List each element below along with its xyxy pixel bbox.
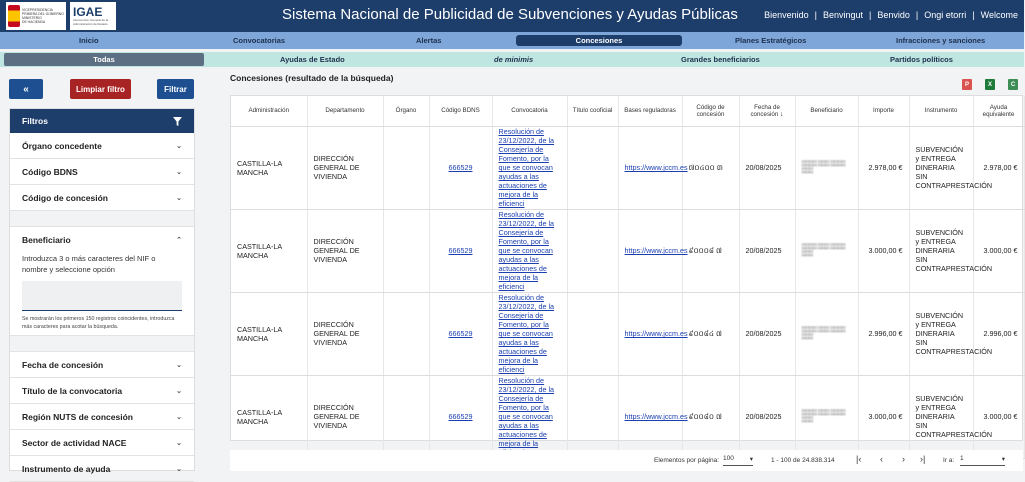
paginator <box>230 450 1023 471</box>
chevron-down-icon: ⌄ <box>176 413 182 421</box>
filter-label: Región NUTS de concesión <box>22 411 133 422</box>
excel-icon[interactable]: X <box>985 79 995 90</box>
cell-codigo-concesion: ៩០០៨០ ៧ <box>682 375 739 458</box>
filters-panel <box>9 108 195 474</box>
nav-convocatorias[interactable]: Convocatorias <box>233 36 286 45</box>
main-nav <box>0 32 1024 49</box>
filter-label: Beneficiario <box>22 235 71 245</box>
chevron-down-icon: ⌄ <box>176 142 182 150</box>
chevron-up-icon: ⌃ <box>176 237 182 244</box>
cell-departamento: DIRECCIÓN GENERAL DE VIVIENDA <box>307 375 383 458</box>
igae-logo[interactable] <box>70 2 116 30</box>
col-header[interactable]: Administración <box>231 96 307 126</box>
col-header[interactable]: Código BDNS <box>429 96 492 126</box>
clear-filter-button[interactable]: Limpiar filtro <box>70 79 131 99</box>
chevron-down-icon: ⌄ <box>176 361 182 369</box>
chevron-down-icon: ⌄ <box>176 168 182 176</box>
cell-titulo-cooficial <box>567 126 618 209</box>
lang-gl[interactable]: Benvido <box>877 10 910 20</box>
filter-label: Código de concesión <box>22 192 108 203</box>
collapse-panel-button[interactable]: « <box>9 79 43 99</box>
col-header[interactable]: Instrumento <box>909 96 973 126</box>
cell-beneficiario: ▒▒▒▒ ▒▒▒ ▒▒▒▒ ▒▒▒ <box>795 292 858 375</box>
col-header[interactable]: Título cooficial <box>567 96 618 126</box>
cell-importe: 2.978,00 € <box>858 126 909 209</box>
filter-label: Código BDNS <box>22 166 78 177</box>
page-value: 1 <box>960 455 964 462</box>
lang-ca[interactable]: Benvingut <box>823 10 864 20</box>
export-toolbar <box>962 79 1018 90</box>
cell-departamento: DIRECCIÓN GENERAL DE VIVIENDA <box>307 126 383 209</box>
lang-es[interactable]: Bienvenido <box>764 10 809 20</box>
cell-codigo-concesion: ៩០០៨៤ ៧ <box>682 292 739 375</box>
csv-icon[interactable]: C <box>1008 79 1018 90</box>
caret-down-icon: ▾ <box>1001 456 1005 463</box>
cell-codigo-bdns[interactable]: 666529 <box>429 126 492 209</box>
cell-administracion: CASTILLA-LA MANCHA <box>231 375 307 458</box>
nav-planes-estrategicos[interactable]: Planes Estratégicos <box>735 36 807 45</box>
cell-beneficiario: ▒▒▒▒ ▒▒▒ ▒▒▒▒ ▒▒▒ <box>795 126 858 209</box>
cell-importe: 2.996,00 € <box>858 292 909 375</box>
cell-bases-reguladoras[interactable]: https://www.jccm.es <box>618 209 682 292</box>
cell-fecha-concesion: 20/08/2025 <box>739 292 795 375</box>
col-header[interactable]: Bases reguladoras <box>618 96 682 126</box>
cell-departamento: DIRECCIÓN GENERAL DE VIVIENDA <box>307 292 383 375</box>
cell-ayuda-equivalente: 2.996,00 € <box>973 292 1024 375</box>
cell-administracion: CASTILLA-LA MANCHA <box>231 292 307 375</box>
page-select[interactable] <box>960 455 1005 466</box>
per-page-select[interactable] <box>723 455 753 466</box>
cell-titulo-cooficial <box>567 375 618 458</box>
cell-organo <box>383 209 429 292</box>
col-header[interactable]: Órgano <box>383 96 429 126</box>
language-selector: Bienvenido | Benvingut | Benvido | Ongi etorri | Welcome <box>764 10 1018 20</box>
cell-organo <box>383 126 429 209</box>
subnav-de-minimis[interactable]: de minimis <box>494 55 534 64</box>
filter-label: Órgano concedente <box>22 140 102 151</box>
cell-administracion: CASTILLA-LA MANCHA <box>231 126 307 209</box>
cell-codigo-concesion: ៧០៤០០ ៣ <box>682 126 739 209</box>
funnel-icon <box>173 117 182 126</box>
filter-instrumento[interactable] <box>10 456 194 482</box>
nav-alertas[interactable]: Alertas <box>416 36 442 45</box>
cell-bases-reguladoras[interactable]: https://www.jccm.es <box>618 126 682 209</box>
igae-logo-subtext: Intervención General de la Administración del Estado <box>73 18 109 26</box>
table-row[interactable] <box>231 209 1024 292</box>
cell-instrumento: SUBVENCIÓN y ENTREGA DINERARIA SIN CONTRAPRESTACIÓN <box>909 292 973 375</box>
apply-filter-button[interactable]: Filtrar <box>157 79 194 99</box>
table-row[interactable] <box>231 292 1024 375</box>
table-row[interactable] <box>231 126 1024 209</box>
chevron-down-icon: ⌄ <box>176 387 182 395</box>
caret-down-icon: ▾ <box>749 456 753 463</box>
pdf-icon[interactable]: P <box>962 79 972 90</box>
cell-titulo-cooficial <box>567 209 618 292</box>
sub-nav <box>0 52 1024 67</box>
lang-en[interactable]: Welcome <box>980 10 1018 20</box>
per-page-label: Elementos por página: <box>654 457 720 464</box>
filter-fecha-concesion[interactable] <box>10 352 194 378</box>
col-header[interactable]: Código de concesión <box>682 96 739 126</box>
cell-instrumento: SUBVENCIÓN y ENTREGA DINERARIA SIN CONTRAPRESTACIÓN <box>909 209 973 292</box>
last-page-icon[interactable]: ›| <box>920 454 926 464</box>
filter-label: Fecha de concesión <box>22 359 104 370</box>
cell-beneficiario: ▒▒▒▒ ▒▒▒ ▒▒▒▒ ▒▒▒ <box>795 375 858 458</box>
filter-label: Sector de actividad NACE <box>22 437 127 448</box>
sort-down-icon: ↓ <box>780 110 784 118</box>
cell-bases-reguladoras[interactable]: https://www.jccm.es <box>618 375 682 458</box>
results-table <box>231 96 1025 459</box>
chevron-down-icon: ⌄ <box>176 465 182 473</box>
cell-departamento: DIRECCIÓN GENERAL DE VIVIENDA <box>307 209 383 292</box>
cell-ayuda-equivalente: 3.000,00 € <box>973 375 1024 458</box>
col-header-label: Fecha de concesión <box>750 103 780 118</box>
prev-page-icon[interactable]: ‹ <box>880 454 883 464</box>
site-title: Sistema Nacional de Publicidad de Subvenciones y Ayudas Públicas <box>282 6 738 23</box>
range-label: 1 - 100 de 24.838.314 <box>771 457 835 464</box>
cell-codigo-bdns[interactable]: 666529 <box>429 375 492 458</box>
col-header[interactable]: Importe <box>858 96 909 126</box>
col-header[interactable]: Beneficiario <box>795 96 858 126</box>
nav-concesiones[interactable]: Concesiones <box>516 35 682 46</box>
cell-codigo-bdns[interactable]: 666529 <box>429 209 492 292</box>
cell-organo <box>383 292 429 375</box>
cell-instrumento: SUBVENCIÓN y ENTREGA DINERARIA SIN CONTRAPRESTACIÓN <box>909 126 973 209</box>
filters-header <box>10 109 194 133</box>
coat-of-arms-icon <box>8 5 20 27</box>
filter-codigo-bdns[interactable] <box>10 159 194 185</box>
cell-convocatoria[interactable]: Resolución de 23/12/2022, de la Consejería de Fomento, por la que se convocan ayudas a las actuaciones de mejora de la eficienci <box>492 209 567 292</box>
table-row[interactable] <box>231 375 1024 458</box>
filter-spacer <box>10 211 194 227</box>
col-header[interactable]: Convocatoria <box>492 96 567 126</box>
lang-eu[interactable]: Ongi etorri <box>924 10 967 20</box>
col-header[interactable]: Ayuda equivalente <box>973 96 1024 126</box>
col-header[interactable]: Departamento <box>307 96 383 126</box>
cell-convocatoria[interactable]: Resolución de 23/12/2022, de la Consejería de Fomento, por la que se convocan ayudas a las actuaciones de mejora de la eficienci <box>492 126 567 209</box>
subnav-grandes-beneficiarios[interactable]: Grandes beneficiarios <box>681 55 760 64</box>
subnav-ayudas-estado[interactable]: Ayudas de Estado <box>280 55 345 64</box>
cell-bases-reguladoras[interactable]: https://www.jccm.es <box>618 292 682 375</box>
subnav-todas[interactable]: Todas <box>4 53 204 66</box>
site-header <box>0 0 1024 32</box>
nav-inicio[interactable]: Inicio <box>79 36 99 45</box>
filter-region-nuts[interactable] <box>10 404 194 430</box>
filter-beneficiario-header[interactable] <box>22 227 182 253</box>
government-logo[interactable] <box>6 2 66 30</box>
cell-fecha-concesion: 20/08/2025 <box>739 126 795 209</box>
nav-infracciones[interactable]: Infracciones y sanciones <box>896 36 986 45</box>
chevron-down-icon: ⌄ <box>176 194 182 202</box>
cell-instrumento: SUBVENCIÓN y ENTREGA DINERARIA SIN CONTRAPRESTACIÓN <box>909 375 973 458</box>
cell-beneficiario: ▒▒▒▒ ▒▒▒ ▒▒▒▒ ▒▒▒ <box>795 209 858 292</box>
cell-fecha-concesion: 20/08/2025 <box>739 375 795 458</box>
chevron-down-icon: ⌄ <box>176 439 182 447</box>
igae-logo-text: IGAE <box>73 5 103 19</box>
cell-ayuda-equivalente: 3.000,00 € <box>973 209 1024 292</box>
beneficiario-help-text: Introduzca 3 o más caracteres del NIF o nombre y seleccione opción <box>22 254 156 274</box>
cell-fecha-concesion: 20/08/2025 <box>739 209 795 292</box>
table-body <box>231 126 1024 458</box>
filter-beneficiario <box>10 227 194 336</box>
beneficiario-note: Se mostrarán los primeros 150 registros coincidentes, introduzca más caracteres para acotar la búsqueda. <box>22 316 175 330</box>
goto-label: Ir a: <box>943 457 955 464</box>
cell-codigo-concesion: ៩០០០៨ ៧ <box>682 209 739 292</box>
cell-convocatoria[interactable]: Resolución de 23/12/2022, de la Consejería de Fomento, por la que se convocan ayudas a las actuaciones de mejora de la <box>492 375 567 458</box>
results-table-card <box>230 95 1023 448</box>
cell-importe: 3.000,00 € <box>858 375 909 458</box>
beneficiario-search-input[interactable] <box>22 281 182 311</box>
filters-title: Filtros <box>22 116 48 126</box>
cell-importe: 3.000,00 € <box>858 209 909 292</box>
cell-administracion: CASTILLA-LA MANCHA <box>231 209 307 292</box>
first-page-icon[interactable]: |‹ <box>856 454 862 464</box>
filter-label: Instrumento de ayuda <box>22 463 111 474</box>
results-title: Concesiones (resultado de la búsqueda) <box>230 73 394 83</box>
cell-ayuda-equivalente: 2.978,00 € <box>973 126 1024 209</box>
filter-organo-concedente[interactable] <box>10 133 194 159</box>
government-logo-text: VICEPRESIDENCIA PRIMERA DEL GOBIERNO MINISTERIO DE HACIENDA <box>22 8 64 24</box>
filter-codigo-concesion[interactable] <box>10 185 194 211</box>
subnav-partidos-politicos[interactable]: Partidos políticos <box>890 55 953 64</box>
cell-codigo-bdns[interactable]: 666529 <box>429 292 492 375</box>
cell-organo <box>383 375 429 458</box>
col-header-sorted[interactable] <box>739 96 795 126</box>
filter-label: Título de la convocatoria <box>22 385 123 396</box>
filter-titulo-convocatoria[interactable] <box>10 378 194 404</box>
next-page-icon[interactable]: › <box>902 454 905 464</box>
cell-convocatoria[interactable]: Resolución de 23/12/2022, de la Consejería de Fomento, por la que se convocan ayudas a las actuaciones de mejora de la eficienci <box>492 292 567 375</box>
filter-sector-nace[interactable] <box>10 430 194 456</box>
filter-spacer <box>10 336 194 352</box>
table-header-row <box>231 96 1024 126</box>
cell-titulo-cooficial <box>567 292 618 375</box>
per-page-value: 100 <box>723 455 734 462</box>
